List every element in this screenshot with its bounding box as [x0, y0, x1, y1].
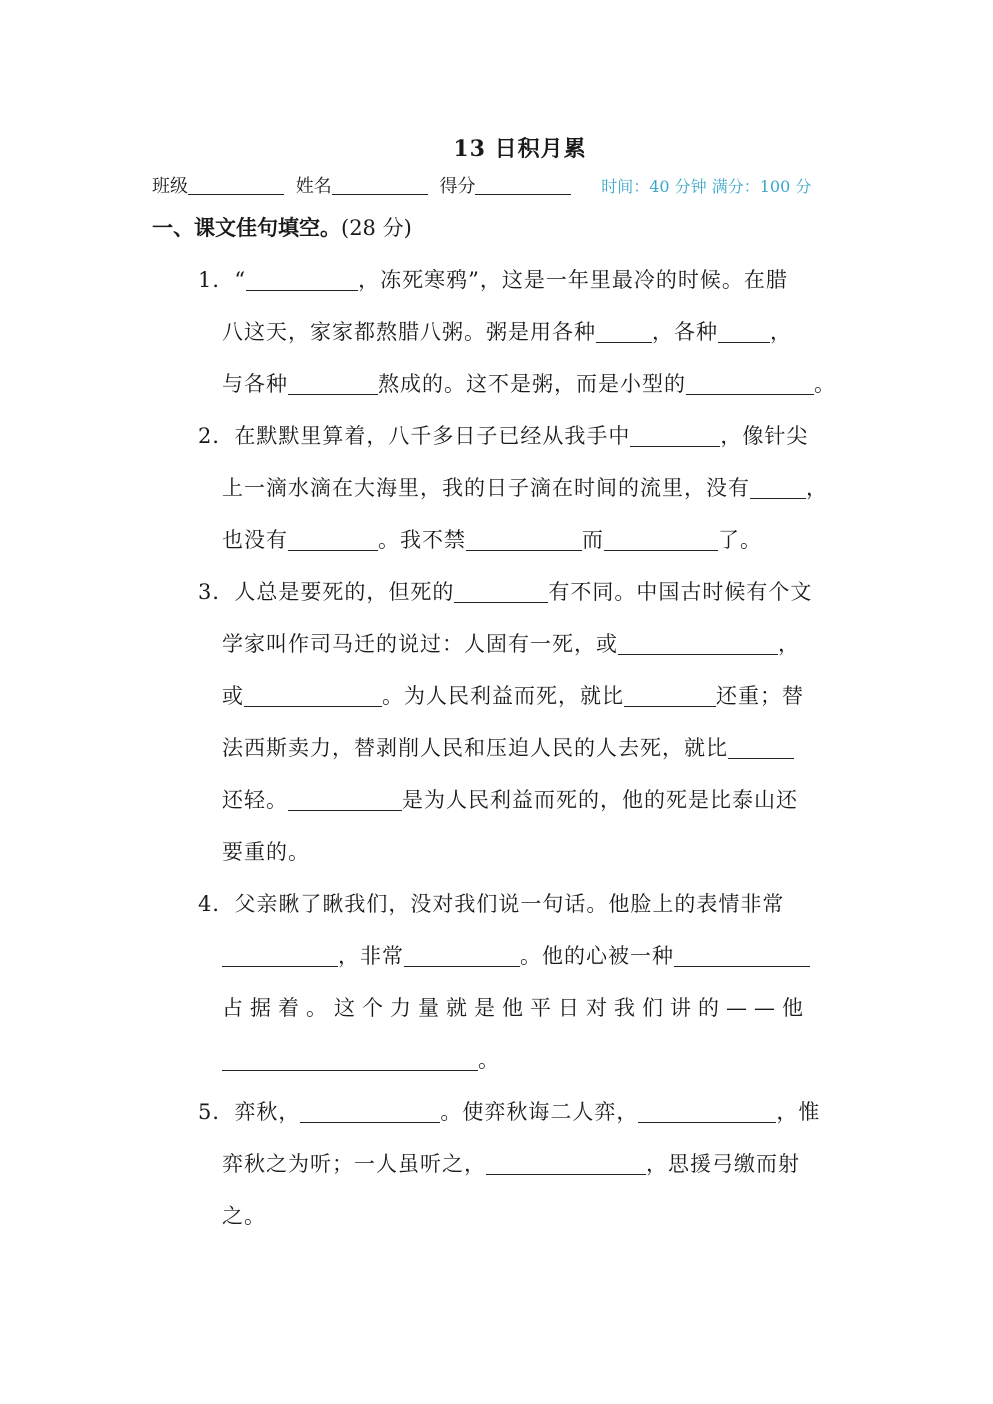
q3-text: ，: [778, 632, 800, 656]
section-points: (28 分): [341, 216, 412, 240]
q2-text: ，像针尖: [720, 424, 809, 448]
q2-line3: [222, 524, 762, 554]
class-label: 班级: [152, 176, 188, 197]
q4-text: 父亲瞅了瞅我们，没对我们说一句话。他脸上的表情非常: [234, 892, 785, 916]
q3-line4: [222, 732, 794, 762]
q4-text: 。他的心被一种: [520, 944, 674, 968]
q5-line2: [222, 1148, 800, 1178]
q1-blank-5[interactable]: [686, 374, 814, 395]
q4-text: 占据着。这个力量就是他平日对我们讲的——他: [222, 996, 810, 1020]
q2-blank-3[interactable]: [288, 530, 378, 551]
q1-text: ，: [770, 320, 792, 344]
q1-text: 与各种: [222, 372, 288, 396]
section-heading-text: 一、课文佳句填空。: [152, 215, 341, 240]
q3-text: 有不同。中国古时候有个文: [548, 580, 813, 604]
q2-blank-1[interactable]: [630, 426, 720, 447]
q5-text: 弈秋，: [234, 1100, 301, 1124]
q1-text: ，各种: [652, 320, 718, 344]
q5-text: ，思援弓缴而射: [646, 1152, 800, 1176]
q1-text: 。: [814, 372, 836, 396]
q5-text: 。使弈秋诲二人弈，: [440, 1100, 639, 1124]
q1-line2: [222, 316, 792, 346]
q5-text: 之。: [222, 1204, 266, 1228]
q3-text: 。为人民利益而死，就比: [382, 684, 624, 708]
name-blank[interactable]: [332, 176, 428, 195]
name-label: 姓名: [295, 176, 332, 197]
q2-blank-4[interactable]: [466, 530, 582, 551]
q1-line3: [222, 368, 836, 398]
q4-blank-1[interactable]: [222, 946, 338, 967]
q3-line2: [222, 628, 800, 658]
q5-blank-2[interactable]: [638, 1102, 776, 1123]
q3-number: 3．: [198, 580, 235, 604]
q5-text: ，惟: [776, 1100, 821, 1124]
q5-line1: [198, 1096, 820, 1126]
q3-text: 学家叫作司马迁的说过：人固有一死，或: [222, 632, 618, 656]
q4-number: 4．: [198, 892, 235, 916]
q5-blank-3[interactable]: [486, 1154, 646, 1175]
q4-blank-2[interactable]: [404, 946, 520, 967]
q3-blank-6[interactable]: [288, 790, 402, 811]
page-title: 13 日积月累: [453, 136, 587, 162]
score-blank[interactable]: [475, 176, 571, 195]
q5-line3: [222, 1200, 266, 1230]
q1-blank-3[interactable]: [718, 322, 770, 343]
q3-text: 人总是要死的，但死的: [234, 580, 455, 604]
q5-text: 弈秋之为听；一人虽听之，: [222, 1152, 486, 1176]
q1-text: 八这天，家家都熬腊八粥。粥是用各种: [222, 320, 596, 344]
q3-text: 或: [222, 684, 244, 708]
q3-text: 法西斯卖力，替剥削人民和压迫人民的人去死，就比: [222, 736, 728, 760]
q2-line2: [222, 472, 828, 502]
q2-text: 而: [582, 528, 604, 552]
q3-text: 是为人民利益而死的，他的死是比泰山还: [402, 788, 798, 812]
q3-blank-3[interactable]: [244, 686, 382, 707]
q1-text: ，冻死寒鸦”，这是一年里最冷的时候。在腊: [358, 268, 788, 292]
q2-line1: [198, 420, 808, 450]
q1-blank-1[interactable]: [246, 270, 358, 291]
q4-blank-4[interactable]: [222, 1050, 478, 1071]
q1-text: “: [234, 268, 247, 292]
q3-line5: [222, 784, 798, 814]
class-blank[interactable]: [188, 176, 284, 195]
section-heading: [152, 212, 412, 242]
q4-line4: [222, 1044, 500, 1074]
q3-text: 还轻。: [222, 788, 288, 812]
q1-text: 熬成的。这不是粥，而是小型的: [378, 372, 686, 396]
q4-text: 。: [478, 1048, 500, 1072]
q5-blank-1[interactable]: [300, 1102, 440, 1123]
q3-blank-2[interactable]: [618, 634, 778, 655]
time-info: 时间：40 分钟 满分：100 分: [601, 177, 812, 196]
q4-line2: [222, 940, 810, 970]
q3-line1: [198, 576, 812, 606]
q3-blank-5[interactable]: [728, 738, 794, 759]
q2-text: ，: [806, 476, 828, 500]
q4-line3: [222, 992, 810, 1022]
q2-number: 2．: [198, 424, 235, 448]
header-info: [152, 172, 811, 198]
q3-line3: [222, 680, 804, 710]
q3-text: 还重；替: [716, 684, 804, 708]
q4-text: ，非常: [338, 944, 404, 968]
score-label: 得分: [439, 176, 476, 197]
q2-text: 上一滴水滴在大海里，我的日子滴在时间的流里，没有: [222, 476, 750, 500]
q4-line1: [198, 888, 784, 918]
q3-text: 要重的。: [222, 840, 310, 864]
q2-text: 。我不禁: [378, 528, 466, 552]
q3-blank-4[interactable]: [624, 686, 716, 707]
q1-number: 1．: [198, 268, 235, 292]
q4-blank-3[interactable]: [674, 946, 810, 967]
q2-text: 在默默里算着，八千多日子已经从我手中: [234, 424, 631, 448]
q3-line6: [222, 836, 310, 866]
q2-text: 也没有: [222, 528, 288, 552]
q5-number: 5．: [198, 1100, 235, 1124]
q2-blank-2[interactable]: [750, 478, 806, 499]
q2-text: 了。: [718, 528, 762, 552]
q1-blank-4[interactable]: [288, 374, 378, 395]
q2-blank-5[interactable]: [604, 530, 718, 551]
q3-blank-1[interactable]: [454, 582, 548, 603]
q1-line1: [198, 264, 788, 294]
q1-blank-2[interactable]: [596, 322, 652, 343]
